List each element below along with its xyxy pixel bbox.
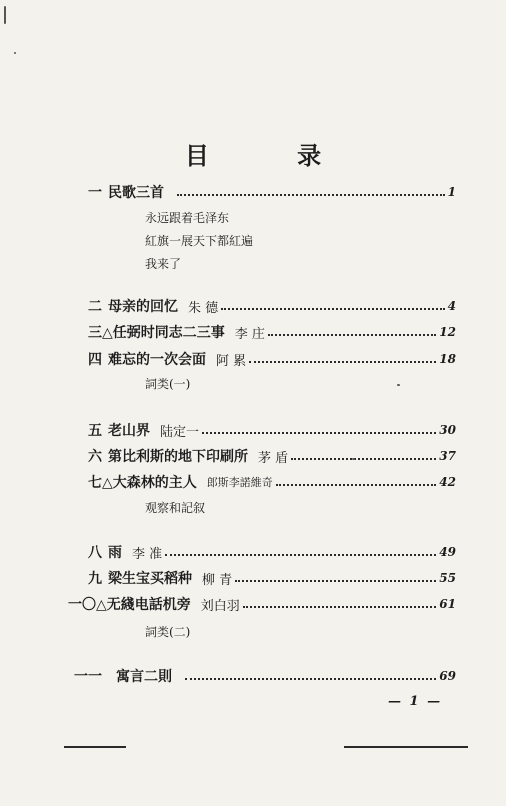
toc-entry[interactable]	[74, 666, 456, 686]
page-number: — 1 —	[388, 694, 443, 709]
page-title: 目 录	[184, 141, 362, 170]
entry-author: 刘白羽	[200, 598, 240, 614]
entry-title: 无綫电話机旁	[106, 597, 191, 613]
scan-mark	[4, 6, 6, 24]
entry-number: 一一	[74, 669, 102, 685]
entry-author: 阿 累	[216, 353, 247, 369]
footer-rule-right	[344, 746, 468, 748]
dot-leader	[268, 334, 436, 336]
entry-title: 大森林的主人	[112, 475, 197, 491]
dot-leader	[165, 554, 436, 556]
scan-speck	[397, 384, 400, 386]
entry-number: 三△	[88, 325, 113, 341]
entry-author: 茅 盾	[258, 450, 289, 466]
toc-subitem[interactable]: 永远跟着毛泽东	[145, 210, 230, 225]
toc-entry[interactable]	[88, 542, 456, 562]
entry-title: 民歌三首	[108, 185, 164, 201]
toc-subitem[interactable]: 詞类(一)	[145, 376, 191, 391]
toc-subitem[interactable]: 詞类(二)	[145, 624, 191, 639]
dot-leader	[243, 606, 437, 608]
entry-number: 四	[88, 352, 102, 368]
entry-page: 37	[439, 449, 456, 463]
entry-number: 五	[88, 423, 102, 439]
toc-entry[interactable]	[88, 182, 456, 202]
entry-title: 第比利斯的地下印刷所	[108, 449, 248, 465]
entry-number: 六	[88, 449, 102, 465]
entry-number: 二	[88, 299, 102, 315]
entry-title: 雨	[108, 545, 122, 561]
dot-leader	[202, 432, 436, 434]
toc-subitem[interactable]: 我来了	[145, 256, 182, 271]
entry-author: 李 准	[132, 546, 163, 562]
entry-title: 老山界	[108, 423, 150, 439]
footer-rule-left	[64, 746, 126, 748]
entry-page: 1	[447, 185, 456, 199]
scan-speck	[352, 458, 355, 460]
entry-page: 12	[439, 325, 456, 339]
dot-leader	[291, 458, 436, 460]
toc-entry[interactable]	[88, 349, 456, 369]
entry-page: 4	[447, 299, 456, 313]
entry-page: 18	[439, 352, 456, 366]
dot-leader	[249, 361, 436, 363]
scan-speck	[14, 52, 16, 54]
entry-number: 八	[88, 545, 102, 561]
entry-page: 55	[439, 571, 456, 585]
toc-subitem[interactable]: 紅旗一展天下都紅遍	[145, 233, 254, 248]
toc-entry[interactable]	[68, 594, 456, 614]
toc-subitem[interactable]: 观察和記叙	[145, 500, 206, 515]
dot-leader	[177, 194, 445, 196]
entry-number: 七△	[88, 475, 113, 491]
entry-title: 任弼时同志二三事	[112, 325, 225, 341]
dot-leader	[221, 308, 445, 310]
entry-page: 49	[439, 545, 456, 559]
toc-entry[interactable]	[88, 472, 456, 492]
entry-author: 李 庄	[234, 326, 265, 342]
entry-title: 寓言二則	[116, 669, 172, 685]
toc-entry[interactable]	[88, 420, 456, 440]
toc-entry[interactable]	[88, 568, 456, 588]
entry-author: 郎斯李諾維奇	[206, 476, 273, 489]
dot-leader	[235, 580, 436, 582]
entry-page: 61	[439, 597, 456, 611]
dot-leader	[185, 678, 436, 680]
entry-page: 30	[439, 423, 456, 437]
entry-title: 梁生宝买稻种	[108, 571, 192, 587]
toc-entry[interactable]	[88, 296, 456, 316]
entry-author: 柳 青	[202, 572, 233, 588]
toc-entry[interactable]	[88, 322, 456, 342]
entry-author: 陆定一	[160, 424, 200, 440]
entry-number: 一	[88, 185, 102, 201]
entry-title: 母亲的回忆	[108, 299, 178, 315]
toc-entry[interactable]	[88, 446, 456, 466]
entry-author: 朱 德	[188, 300, 219, 316]
entry-number: 九	[88, 571, 102, 587]
entry-page: 69	[439, 669, 456, 683]
dot-leader	[276, 484, 437, 486]
entry-title: 难忘的一次会面	[108, 352, 206, 368]
entry-page: 42	[439, 475, 456, 489]
entry-number: 一〇△	[68, 597, 107, 613]
